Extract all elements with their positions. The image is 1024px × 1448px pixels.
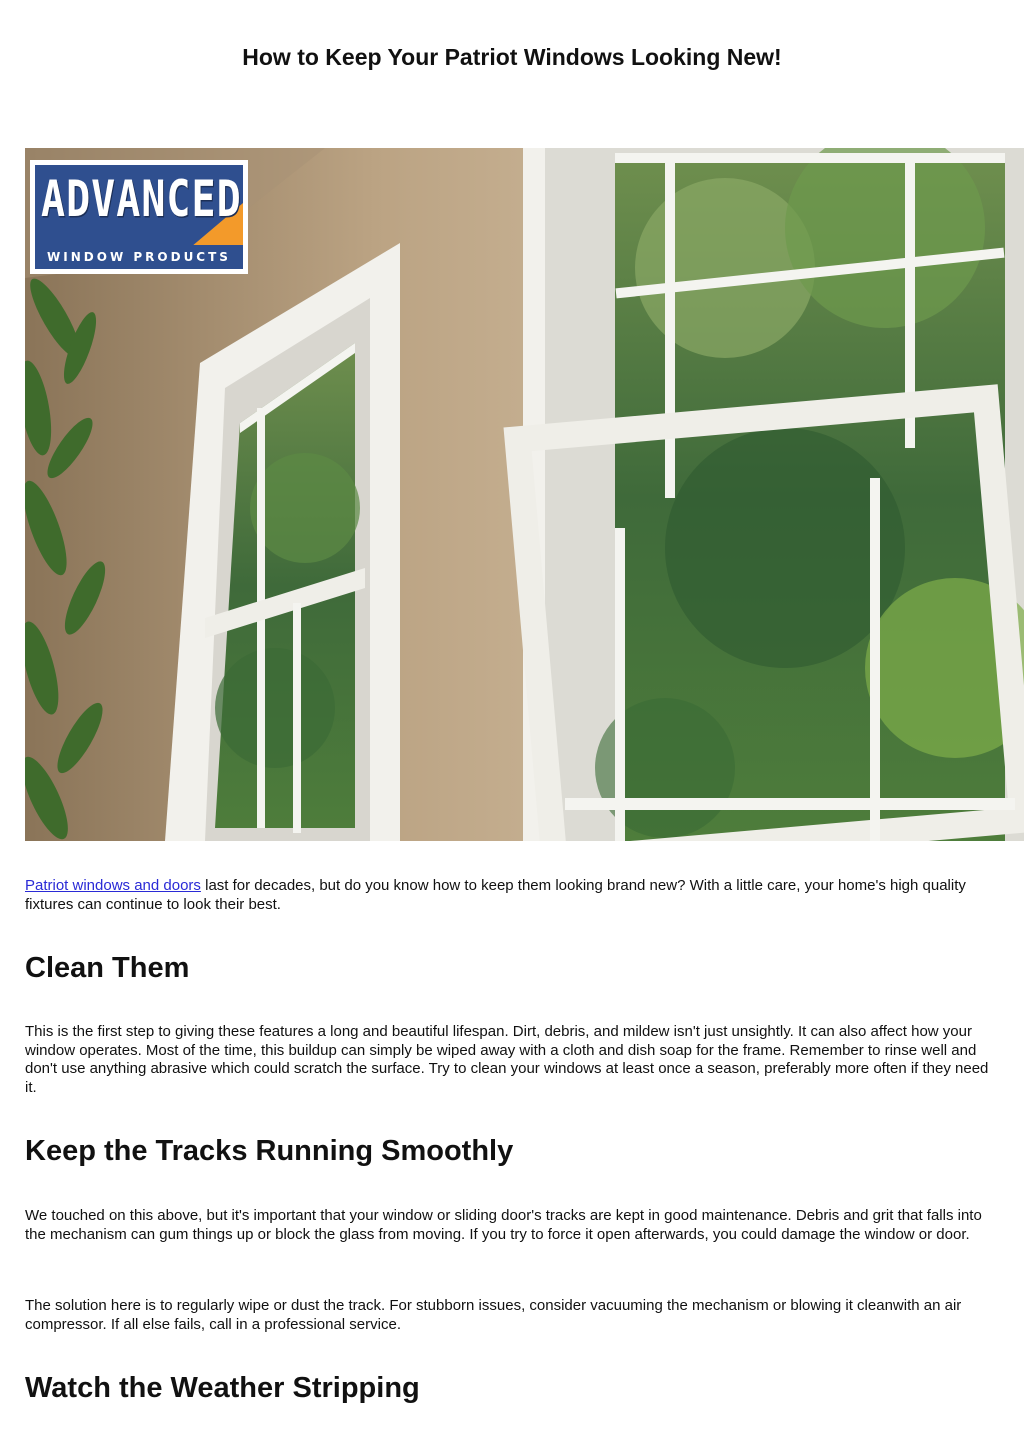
clean-them-paragraph: This is the first step to giving these features a long and beautiful lifespan. Dirt, debris, and mildew isn't just unsightly. It can also affect how your window operates. Most of the time, this buildup can simply be wiped away with a cloth and dish soap for the frame. Remember to rinse well and don't use anything abrasive which could scratch the surface. Try to clean your windows at least once a season, preferably more often if they need it. <box>25 1023 989 1096</box>
company-logo <box>30 160 248 274</box>
intro-paragraph <box>25 876 1000 914</box>
tracks-paragraph-2: The solution here is to regularly wipe or dust the track. For stubborn issues, consider vacuuming the mechanism or blowing it cleanwith an air compressor. If all else fails, call in a professional service. <box>25 1297 962 1333</box>
heading-keep-tracks: Keep the Tracks Running Smoothly <box>25 1135 514 1167</box>
intro-text: last for decades, but do you know how to keep them looking brand new? With a little care, your home's high quality fixtures can continue to look their best. <box>25 877 966 913</box>
logo-wordmark: ADVANCED <box>41 171 242 229</box>
page-title: How to Keep Your Patriot Windows Looking New! <box>242 44 782 70</box>
heading-clean-them: Clean Them <box>25 952 190 984</box>
heading-weather-stripping: Watch the Weather Stripping <box>25 1372 420 1404</box>
logo-subtitle: WINDOW PRODUCTS <box>47 250 231 264</box>
hero-image <box>25 148 1024 841</box>
patriot-windows-link[interactable]: Patriot windows and doors <box>25 877 201 894</box>
tracks-paragraph-1: We touched on this above, but it's important that your window or sliding door's tracks are kept in good maintenance. Debris and grit that falls into the mechanism can gum things up or block the glass from moving. If you try to force it open afterwards, you could damage the window or door. <box>25 1207 982 1243</box>
